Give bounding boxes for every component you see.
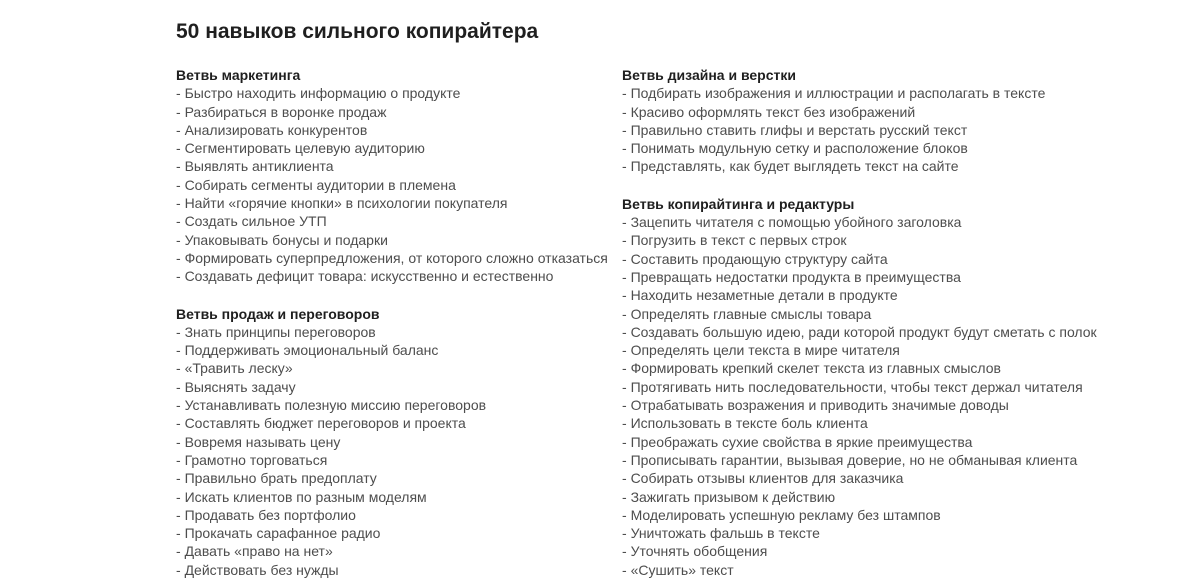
bullet-dash: - — [176, 561, 181, 578]
list-item-text: Уточнять обобщения — [630, 543, 768, 560]
list-item-text: «Сушить» текст — [630, 561, 734, 578]
column-right — [622, 66, 1200, 579]
list-item — [622, 542, 1200, 560]
bullet-dash: - — [176, 103, 181, 120]
list-item-text: Прокачать сарафанное радио — [184, 525, 381, 542]
columns — [176, 66, 1200, 579]
list-item-text: Прописывать гарантии, вызывая доверие, но не обманывая клиента — [630, 451, 1078, 468]
skill-section — [176, 66, 622, 286]
list-item-text: Составлять бюджет переговоров и проекта — [184, 415, 466, 432]
list-item — [622, 231, 1200, 249]
skill-section — [622, 195, 1200, 579]
bullet-dash: - — [622, 470, 627, 487]
bullet-dash: - — [622, 121, 627, 138]
list-item — [176, 212, 622, 230]
bullet-dash: - — [622, 342, 627, 359]
list-item — [176, 194, 622, 212]
bullet-dash: - — [176, 360, 181, 377]
list-item — [176, 542, 622, 560]
list-item-text: Вовремя называть цену — [184, 433, 341, 450]
page-title: 50 навыков сильного копирайтера — [176, 20, 539, 43]
list-item — [622, 139, 1200, 157]
bullet-dash: - — [622, 433, 627, 450]
skill-section — [176, 305, 622, 579]
list-item — [622, 213, 1200, 231]
list-item-text: Моделировать успешную рекламу без штампов — [630, 506, 941, 523]
list-item — [176, 103, 622, 121]
bullet-dash: - — [176, 85, 181, 102]
list-item — [622, 103, 1200, 121]
bullet-dash: - — [622, 506, 627, 523]
list-item-text: Искать клиентов по разным моделям — [184, 488, 427, 505]
list-item — [176, 267, 622, 285]
bullet-dash: - — [176, 525, 181, 542]
bullet-dash: - — [176, 213, 181, 230]
bullet-dash: - — [622, 543, 627, 560]
list-item-text: Давать «право на нет» — [184, 543, 333, 560]
list-item-text: Формировать крепкий скелет текста из главных смыслов — [630, 360, 1001, 377]
list-item-text: Собирать сегменты аудитории в племена — [184, 176, 456, 193]
list-item — [622, 268, 1200, 286]
bullet-dash: - — [176, 158, 181, 175]
list-item — [622, 323, 1200, 341]
bullet-dash: - — [176, 342, 181, 359]
bullet-dash: - — [176, 268, 181, 285]
list-item — [176, 524, 622, 542]
list-item — [622, 305, 1200, 323]
list-item — [176, 139, 622, 157]
bullet-dash: - — [622, 103, 627, 120]
list-item — [622, 341, 1200, 359]
list-item-text: Отрабатывать возражения и приводить значимые доводы — [630, 397, 1009, 414]
bullet-dash: - — [176, 176, 181, 193]
list-item-text: Упаковывать бонусы и подарки — [184, 231, 388, 248]
section-heading: Ветвь продаж и переговоров — [176, 305, 380, 322]
list-item — [176, 157, 622, 175]
list-item-text: Устанавливать полезную миссию переговоров — [184, 397, 487, 414]
list-item-text: Уничтожать фальшь в тексте — [630, 525, 820, 542]
list-item — [622, 524, 1200, 542]
list-item-text: Создавать дефицит товара: искусственно и естественно — [184, 268, 554, 285]
list-item — [176, 414, 622, 432]
list-item — [176, 231, 622, 249]
list-item-text: Разбираться в воронке продаж — [184, 103, 387, 120]
bullet-dash: - — [622, 158, 627, 175]
bullet-dash: - — [622, 415, 627, 432]
list-item-text: Знать принципы переговоров — [184, 323, 376, 340]
list-item-text: Понимать модульную сетку и расположение блоков — [630, 140, 968, 157]
list-item — [176, 378, 622, 396]
bullet-dash: - — [176, 543, 181, 560]
list-item-text: Быстро находить информацию о продукте — [184, 85, 461, 102]
section-heading: Ветвь копирайтинга и редактуры — [622, 195, 855, 212]
list-item-text: Красиво оформлять текст без изображений — [630, 103, 916, 120]
list-item — [176, 561, 622, 579]
bullet-dash: - — [176, 249, 181, 266]
bullet-dash: - — [176, 415, 181, 432]
list-item — [176, 84, 622, 102]
bullet-dash: - — [176, 121, 181, 138]
bullet-dash: - — [176, 231, 181, 248]
bullet-dash: - — [622, 488, 627, 505]
list-item — [622, 84, 1200, 102]
list-item-text: Создать сильное УТП — [184, 213, 327, 230]
list-item — [176, 249, 622, 267]
bullet-dash: - — [622, 397, 627, 414]
list-item-text: Продавать без портфолио — [184, 506, 356, 523]
list-item-text: Грамотно торговаться — [184, 451, 328, 468]
list-item — [176, 451, 622, 469]
bullet-dash: - — [622, 250, 627, 267]
list-item-text: Находить незаметные детали в продукте — [630, 287, 898, 304]
list-item — [176, 506, 622, 524]
bullet-dash: - — [622, 287, 627, 304]
bullet-dash: - — [622, 268, 627, 285]
bullet-dash: - — [622, 140, 627, 157]
bullet-dash: - — [622, 451, 627, 468]
list-item — [622, 561, 1200, 579]
bullet-dash: - — [622, 561, 627, 578]
list-item — [622, 506, 1200, 524]
list-item — [176, 323, 622, 341]
list-item-text: Найти «горячие кнопки» в психологии покупателя — [184, 195, 508, 212]
list-item — [622, 378, 1200, 396]
list-item-text: Определять главные смыслы товара — [630, 305, 872, 322]
bullet-dash: - — [622, 214, 627, 231]
list-item — [622, 451, 1200, 469]
list-item-text: Преображать сухие свойства в яркие преимущества — [630, 433, 973, 450]
list-item — [176, 341, 622, 359]
bullet-dash: - — [622, 378, 627, 395]
bullet-dash: - — [176, 451, 181, 468]
list-item-text: Действовать без нужды — [184, 561, 339, 578]
list-item-text: Составить продающую структуру сайта — [630, 250, 888, 267]
list-item-text: Превращать недостатки продукта в преимущества — [630, 268, 961, 285]
bullet-dash: - — [622, 323, 627, 340]
list-item-text: Выявлять антиклиента — [184, 158, 334, 175]
list-item-text: Правильно ставить глифы и верстать русский текст — [630, 121, 968, 138]
list-item — [622, 250, 1200, 268]
bullet-dash: - — [176, 433, 181, 450]
list-item-text: Зацепить читателя с помощью убойного заголовка — [630, 214, 962, 231]
bullet-dash: - — [622, 85, 627, 102]
list-item-text: Представлять, как будет выглядеть текст на сайте — [630, 158, 959, 175]
list-item-text: Зажигать призывом к действию — [630, 488, 836, 505]
list-item — [176, 121, 622, 139]
list-item — [622, 286, 1200, 304]
bullet-dash: - — [622, 232, 627, 249]
list-item-text: Определять цели текста в мире читателя — [630, 342, 900, 359]
bullet-dash: - — [176, 470, 181, 487]
bullet-dash: - — [176, 506, 181, 523]
bullet-dash: - — [176, 378, 181, 395]
bullet-dash: - — [622, 525, 627, 542]
list-item — [622, 488, 1200, 506]
bullet-dash: - — [622, 360, 627, 377]
bullet-dash: - — [176, 140, 181, 157]
section-heading: Ветвь дизайна и верстки — [622, 67, 796, 83]
bullet-dash: - — [176, 323, 181, 340]
list-item — [176, 469, 622, 487]
bullet-dash: - — [622, 305, 627, 322]
column-left — [176, 66, 622, 579]
list-item — [622, 359, 1200, 377]
list-item — [622, 469, 1200, 487]
skill-section — [622, 66, 1200, 176]
list-item — [176, 396, 622, 414]
list-item-text: Сегментировать целевую аудиторию — [184, 140, 425, 157]
list-item-text: Собирать отзывы клиентов для заказчика — [630, 470, 904, 487]
list-item-text: Подбирать изображения и иллюстрации и располагать в тексте — [630, 85, 1046, 102]
list-item — [176, 433, 622, 451]
list-item-text: Выяснять задачу — [184, 378, 296, 395]
list-item — [622, 433, 1200, 451]
list-item-text: Формировать суперпредложения, от которого сложно отказаться — [184, 249, 608, 266]
list-item-text: Создавать большую идею, ради которой продукт будут сметать с полок — [630, 323, 1097, 340]
list-item — [176, 359, 622, 377]
bullet-dash: - — [176, 488, 181, 505]
list-item — [622, 396, 1200, 414]
list-item — [622, 157, 1200, 175]
bullet-dash: - — [176, 195, 181, 212]
bullet-dash: - — [176, 397, 181, 414]
list-item-text: Погрузить в текст с первых строк — [630, 232, 847, 249]
list-item-text: Протягивать нить последовательности, чтобы текст держал читателя — [630, 378, 1083, 395]
list-item — [622, 414, 1200, 432]
list-item — [176, 176, 622, 194]
list-item-text: Анализировать конкурентов — [184, 121, 368, 138]
list-item-text: «Травить леску» — [184, 360, 293, 377]
list-item — [176, 488, 622, 506]
section-heading: Ветвь маркетинга — [176, 67, 301, 83]
list-item-text: Правильно брать предоплату — [184, 470, 377, 487]
list-item-text: Поддерживать эмоциональный баланс — [184, 342, 439, 359]
list-item-text: Использовать в тексте боль клиента — [630, 415, 868, 432]
list-item — [622, 121, 1200, 139]
